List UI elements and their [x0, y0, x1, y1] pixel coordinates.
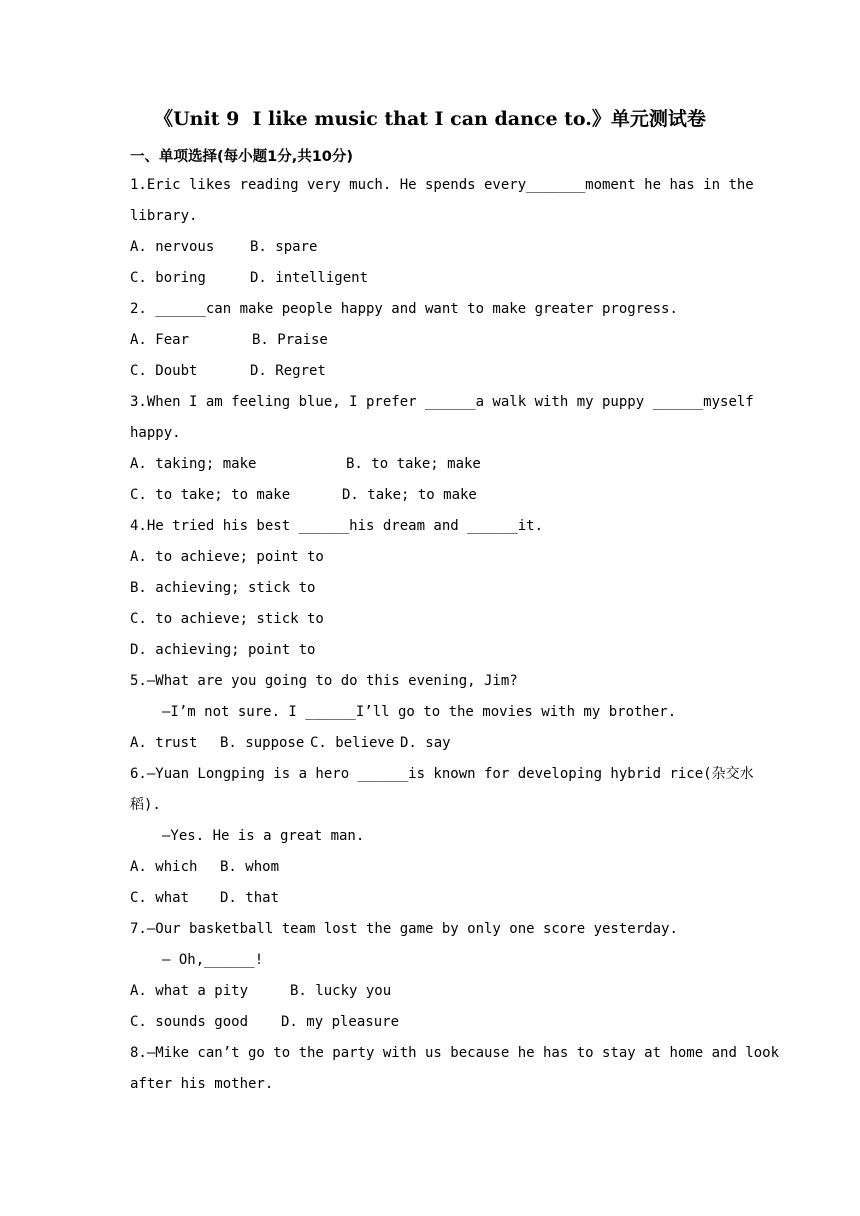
option-d: D. Regret [250, 363, 326, 379]
question-stem-line: 4.He tried his best ______his dream and ______it. [130, 518, 544, 534]
page-title: 《Unit 9 I like music that I can dance to.》单元测试卷 [154, 108, 706, 130]
option-row [130, 263, 730, 294]
question-stem-line: 5.—What are you going to do this evening, Jim? [130, 673, 518, 689]
option-row [130, 480, 730, 511]
option-d: D. my pleasure [281, 1014, 400, 1030]
option-c: C. boring [130, 270, 206, 286]
question-stem-line: 稻). [130, 797, 161, 813]
option-row [130, 1007, 730, 1038]
option-row [130, 976, 730, 1007]
question-stem-line: 6.—Yuan Longping is a hero ______is known for developing hybrid rice(杂交水 [130, 766, 754, 782]
option-d: D. take; to make [342, 487, 477, 503]
question-stem-line: after his mother. [130, 1076, 274, 1092]
option-c: C. to take; to make [130, 487, 291, 503]
dialogue-reply: —Yes. He is a great man. [162, 828, 365, 844]
option-row [130, 852, 730, 883]
option-a: A. which [130, 859, 198, 875]
option-c: C. believe [310, 735, 395, 751]
option-d: D. intelligent [250, 270, 369, 286]
option-c: C. Doubt [130, 363, 198, 379]
question-stem-line: library. [130, 208, 198, 224]
option-row [130, 325, 730, 356]
option-row [130, 728, 730, 759]
option-d: D. achieving; point to [130, 642, 316, 658]
option-a: A. nervous [130, 239, 215, 255]
option-b: B. to take; make [346, 456, 481, 472]
dialogue-reply: — Oh,______! [162, 952, 264, 968]
option-d: D. that [220, 890, 280, 906]
option-a: A. to achieve; point to [130, 549, 324, 565]
question-stem-line: happy. [130, 425, 181, 441]
question-stem-line: 2. ______can make people happy and want to make greater progress. [130, 301, 678, 317]
question-stem-line: 8.—Mike can’t go to the party with us because he has to stay at home and look [130, 1045, 780, 1061]
option-b: B. lucky you [290, 983, 392, 999]
dialogue-reply: —I’m not sure. I ______I’ll go to the movies with my brother. [162, 704, 677, 720]
section-heading: 一、单项选择(每小题1分,共10分) [130, 149, 354, 165]
option-row [130, 356, 730, 387]
question-stem-line: 1.Eric likes reading very much. He spends every_______moment he has in the [130, 177, 754, 193]
option-row [130, 449, 730, 480]
option-b: B. achieving; stick to [130, 580, 316, 596]
option-row [130, 232, 730, 263]
option-c: C. what [130, 890, 190, 906]
option-d: D. say [400, 735, 451, 751]
question-stem-line: 3.When I am feeling blue, I prefer ______a walk with my puppy ______myself [130, 394, 754, 410]
question-list [130, 170, 780, 1100]
option-a: A. what a pity [130, 983, 249, 999]
option-a: A. Fear [130, 332, 190, 348]
option-a: A. taking; make [130, 456, 257, 472]
option-b: B. Praise [252, 332, 328, 348]
option-c: C. to achieve; stick to [130, 611, 324, 627]
option-b: B. spare [250, 239, 318, 255]
option-row [130, 883, 730, 914]
question-stem-line: 7.—Our basketball team lost the game by only one score yesterday. [130, 921, 678, 937]
option-b: B. whom [220, 859, 280, 875]
option-a: A. trust [130, 735, 198, 751]
option-b: B. suppose [220, 735, 305, 751]
option-c: C. sounds good [130, 1014, 249, 1030]
